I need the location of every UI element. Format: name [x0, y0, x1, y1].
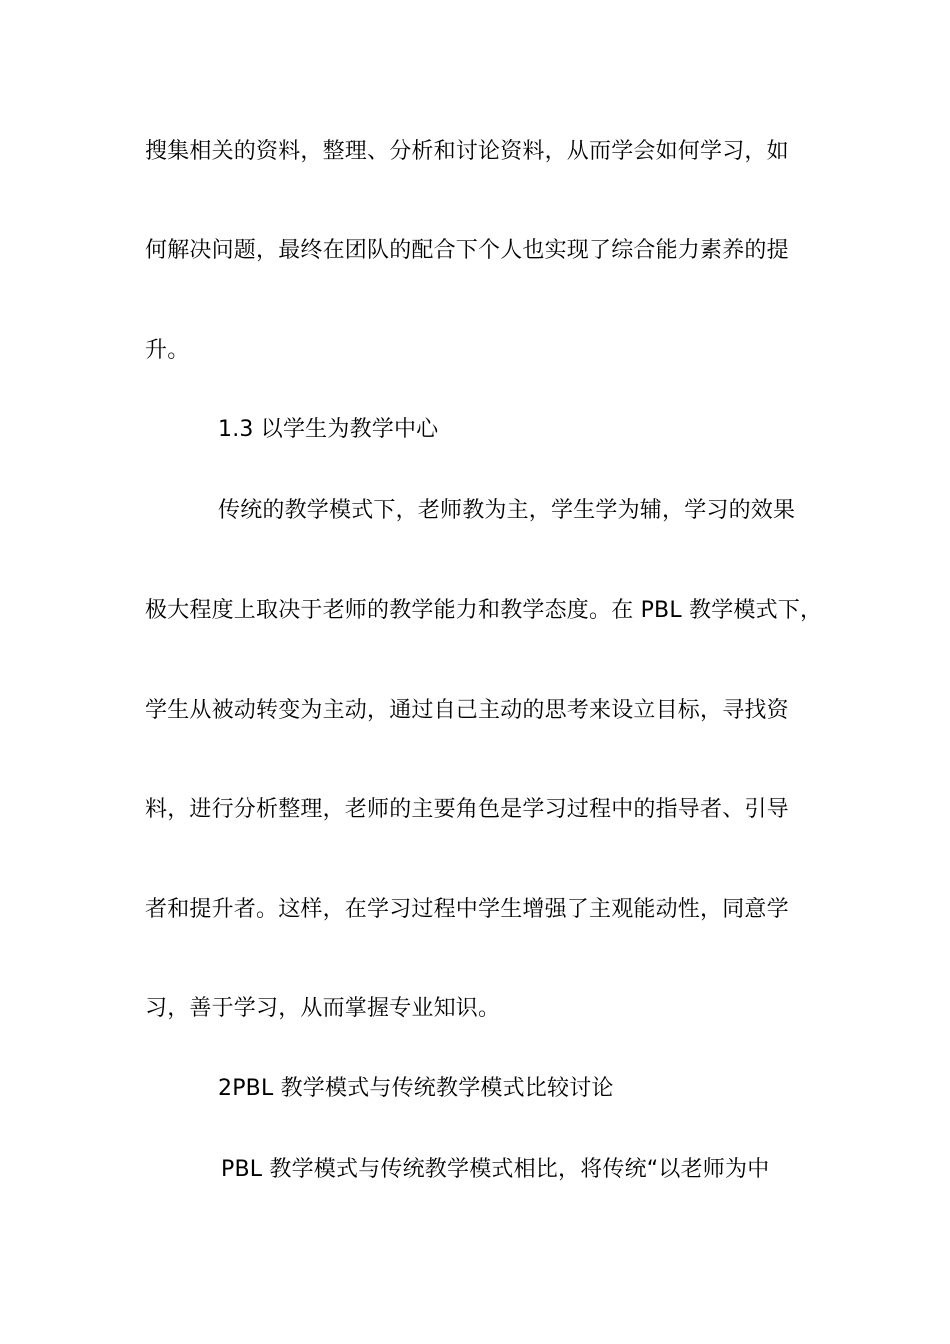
body-text-line: 极大程度上取决于老师的教学能力和教学态度。在 PBL 教学模式下，	[145, 598, 823, 623]
body-text-line: 习，善于学习，从而掌握专业知识。	[145, 996, 501, 1021]
body-text-line: 传统的教学模式下，老师教为主，学生学为辅，学习的效果	[218, 498, 796, 523]
body-text-line: 者和提升者。这样，在学习过程中学生增强了主观能动性，同意学	[145, 897, 789, 922]
section-heading: 1.3 以学生为教学中心	[218, 417, 439, 442]
body-text-line: 学生从被动转变为主动，通过自己主动的思考来设立目标，寻找资	[145, 698, 789, 723]
body-text-line: 升。	[145, 338, 190, 363]
body-text-line: PBL 教学模式与传统教学模式相比，将传统“以老师为中	[221, 1157, 770, 1182]
section-heading: 2PBL 教学模式与传统教学模式比较讨论	[218, 1076, 614, 1101]
body-text-line: 搜集相关的资料，整理、分析和讨论资料，从而学会如何学习，如	[145, 139, 789, 164]
body-text-line: 料，进行分析整理，老师的主要角色是学习过程中的指导者、引导	[145, 797, 789, 822]
body-text-line: 何解决问题，最终在团队的配合下个人也实现了综合能力素养的提	[145, 238, 789, 263]
